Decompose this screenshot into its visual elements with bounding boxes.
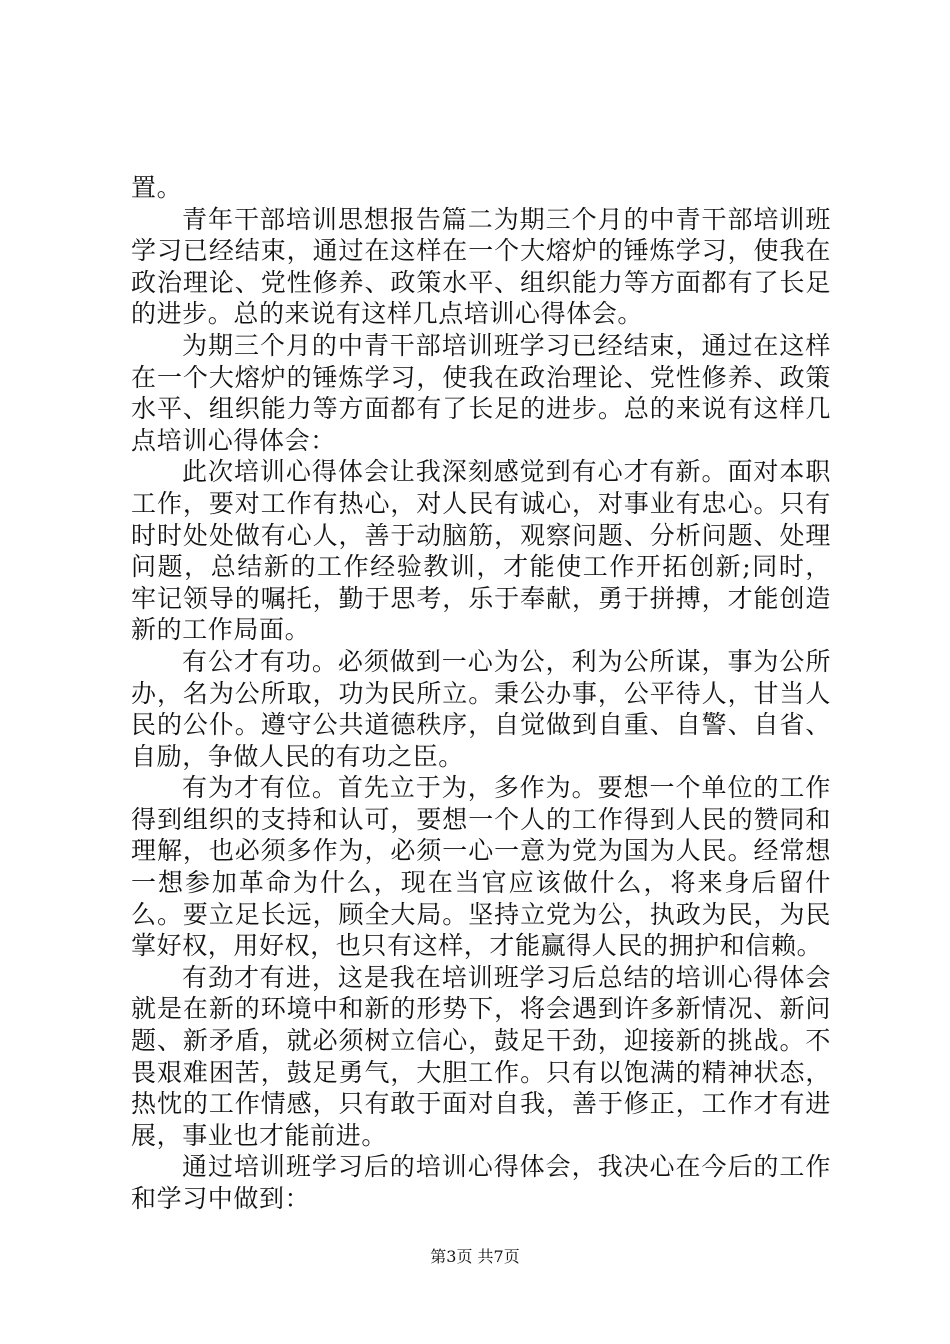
paragraph: 为期三个月的中青干部培训班学习已经结束，通过在这样在一个大熔炉的锤炼学习，使我在政治理论、党性修养、政策水平、组织能力等方面都有了长足的进步。总的来说有这样几点培训心得体会： <box>131 330 831 455</box>
page-number-footer: 第3页 共7页 <box>430 1247 520 1266</box>
paragraph: 有公才有功。必须做到一心为公，利为公所谋，事为公所办，名为公所取，功为民所立。秉公办事，公平待人，甘当人民的公仆。遵守公共道德秩序，自觉做到自重、自警、自省、自励，争做人民的有功之臣。 <box>131 646 831 771</box>
paragraph: 有为才有位。首先立于为，多作为。要想一个单位的工作得到组织的支持和认可，要想一个人的工作得到人民的赞同和理解，也必须多作为，必须一心一意为党为国为人民。经常想一想参加革命为什么，现在当官应该做什么，将来身后留什么。要立足长远，顾全大局。坚持立党为公，执政为民，为民掌好权，用好权，也只有这样，才能赢得人民的拥护和信赖。 <box>131 773 831 961</box>
paragraph: 青年干部培训思想报告篇二为期三个月的中青干部培训班学习已经结束，通过在这样在一个大熔炉的锤炼学习，使我在政治理论、党性修养、政策水平、组织能力等方面都有了长足的进步。总的来说有这样几点培训心得体会。 <box>131 204 831 329</box>
paragraph: 有劲才有进，这是我在培训班学习后总结的培训心得体会就是在新的环境中和新的形势下，将会遇到许多新情况、新问题、新矛盾，就必须树立信心，鼓足干劲，迎接新的挑战。不畏艰难困苦，鼓足勇气，大胆工作。只有以饱满的精神状态，热忱的工作情感，只有敢于面对自我，善于修正，工作才有进展，事业也才能前进。 <box>131 962 831 1150</box>
paragraph: 通过培训班学习后的培训心得体会，我决心在今后的工作和学习中做到： <box>131 1152 831 1213</box>
document-body <box>131 172 831 1215</box>
paragraph: 置。 <box>131 173 183 202</box>
paragraph: 此次培训心得体会让我深刻感觉到有心才有新。面对本职工作，要对工作有热心，对人民有诚心，对事业有忠心。只有时时处处做有心人，善于动脑筋，观察问题、分析问题、处理问题，总结新的工作经验教训，才能使工作开拓创新;同时，牢记领导的嘱托，勤于思考，乐于奉献，勇于拼搏，才能创造新的工作局面。 <box>131 457 831 645</box>
